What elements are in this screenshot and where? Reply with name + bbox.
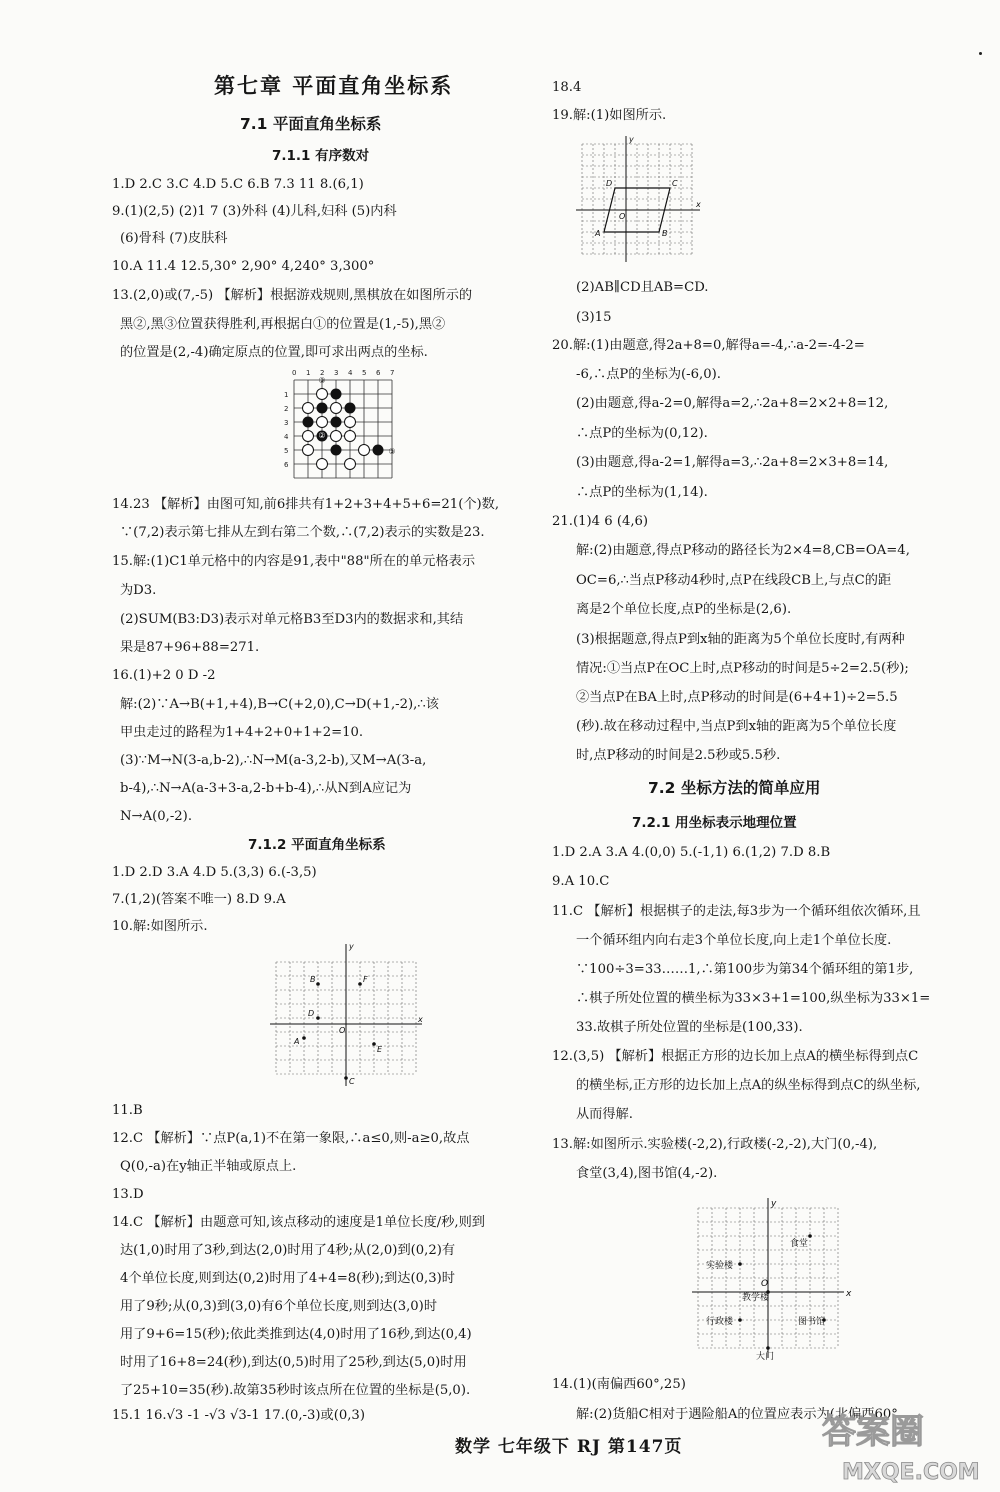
board-left-label: 5 xyxy=(284,447,289,455)
answer-line: 12.(3,5) 【解析】根据正方形的边长加上点A的横坐标得到点C xyxy=(552,1049,919,1064)
answer-line: (3)根据题意,得点P到x轴的距离为5个单位长度时,有两种 xyxy=(576,632,905,647)
answer-line: 从而得解. xyxy=(576,1107,633,1122)
watermark-text: 答案圈 xyxy=(822,1412,924,1452)
answer-line: 7.(1,2)(答案不唯一) 8.D 9.A xyxy=(112,892,286,907)
answer-line: (2)由题意,得a-2=0,解得a=2,∴2a+8=2×2+8=12, xyxy=(576,396,889,411)
answer-line: 用了9秒;从(0,3)到(3,0)有6个单位长度,则到达(3,0)时 xyxy=(120,1299,438,1314)
subsection-title: 7.1.2 平面直角坐标系 xyxy=(248,837,386,853)
answer-line: 18.4 xyxy=(552,80,582,95)
answer-line: 了25+10=35(秒).故第35秒时该点所在位置的坐标是(5,0). xyxy=(120,1383,471,1398)
answer-line: ∴点P的坐标为(0,12). xyxy=(576,426,708,441)
board-top-label: 4 xyxy=(348,369,353,377)
page-footer: 数学 七年级下 RJ 第147页 xyxy=(455,1437,683,1457)
board-left-label: 4 xyxy=(284,433,289,441)
section-title: 7.1 平面直角坐标系 xyxy=(240,115,382,133)
answer-line: Q(0,-a)在y轴正半轴或原点上. xyxy=(120,1159,297,1174)
board-top-label: 5 xyxy=(362,369,367,377)
answer-line: N→A(0,-2). xyxy=(120,809,193,824)
campus-map-figure xyxy=(690,1196,856,1362)
answer-line: 的位置是(2,-4)确定原点的位置,即可求出两点的坐标. xyxy=(120,345,428,360)
answer-line: -6,∴点P的坐标为(-6,0). xyxy=(576,367,721,382)
watermark-url: MXQE.COM xyxy=(842,1460,980,1485)
answer-line: 为D3. xyxy=(120,583,157,598)
board-top-label: 7 xyxy=(390,369,395,377)
board-top-label: 2 xyxy=(320,369,325,377)
answer-line: ∴棋子所处位置的横坐标为33×3+1=100,纵坐标为33×1= xyxy=(576,991,931,1006)
grid-label: B xyxy=(310,975,316,984)
grid-label: A xyxy=(595,229,601,238)
page-edge-dot xyxy=(979,52,982,55)
answer-line: 情况:①当点P在OC上时,点P移动的时间是5÷2=2.5(秒); xyxy=(576,661,909,676)
answer-line: ∴点P的坐标为(1,14). xyxy=(576,485,708,500)
answer-line: 解:(2)货船C相对于遇险船A的位置应表示为(北偏西60°, xyxy=(576,1407,903,1422)
answer-line: 19.解:(1)如图所示. xyxy=(552,108,667,123)
grid-label: D xyxy=(606,179,613,188)
board-top-label: 0 xyxy=(292,369,297,377)
answer-line: 15.1 16.√3 -1 -√3 √3-1 17.(0,-3)或(0,3) xyxy=(112,1408,365,1423)
map-label: y xyxy=(771,1199,777,1209)
grid-label: E xyxy=(377,1045,383,1054)
answer-line: 1.D 2.C 3.C 4.D 5.C 6.B 7.3 11 8.(6,1) xyxy=(112,177,364,192)
answer-line: 时用了16+8=24(秒),到达(0,5)时用了25秒,到达(5,0)时用 xyxy=(120,1355,467,1370)
answer-line: 21.(1)4 6 (4,6) xyxy=(552,514,649,529)
answer-line: (秒).故在移动过程中,当点P到x轴的距离为5个单位长度 xyxy=(576,719,897,734)
answer-line: 13.D xyxy=(112,1187,144,1202)
answer-line: 10.A 11.4 12.5,30° 2,90° 4,240° 3,300° xyxy=(112,259,375,274)
answer-line: 9.(1)(2,5) (2)1 7 (3)外科 (4)儿科,妇科 (5)内科 xyxy=(112,204,397,219)
watermark-logo xyxy=(812,1395,992,1487)
answer-line: 食堂(3,4),图书馆(4,-2). xyxy=(576,1166,718,1181)
grid-label: x xyxy=(696,200,701,209)
map-label: 大门 xyxy=(756,1352,775,1362)
answer-line: (6)骨科 (7)皮肤科 xyxy=(120,231,228,246)
answer-line: OC=6,∴当点P移动4秒时,点P在线段CB上,与点C的距 xyxy=(576,573,892,588)
answer-line: 1.D 2.A 3.A 4.(0,0) 5.(-1,1) 6.(1,2) 7.D 8.B xyxy=(552,845,831,860)
answer-line: 用了9+6=15(秒);依此类推到达(4,0)时用了16秒,到达(0,4) xyxy=(120,1327,472,1342)
board-top-label: 6 xyxy=(376,369,381,377)
answer-line: 一个循环组内向右走3个单位长度,向上走1个单位长度. xyxy=(576,933,892,948)
grid-label: y xyxy=(349,942,354,951)
answer-line: 14.(1)(南偏西60°,25) xyxy=(552,1377,686,1392)
board-mark: ③ xyxy=(388,447,396,456)
grid-label: D xyxy=(308,1009,315,1018)
grid-label: O xyxy=(619,212,626,221)
answer-line: 14.C 【解析】由题意可知,该点移动的速度是1单位长度/秒,则到 xyxy=(112,1215,485,1230)
answer-line: (3)由题意,得a-2=1,解得a=3,∴2a+8=2×3+8=14, xyxy=(576,455,889,470)
grid-label: F xyxy=(363,975,368,984)
map-label: 实验楼 xyxy=(706,1261,734,1271)
map-label: O xyxy=(761,1279,769,1289)
subsection-title: 7.2.1 用坐标表示地理位置 xyxy=(632,815,797,831)
answer-line: 14.23 【解析】由图可知,前6排共有1+2+3+4+5+6=21(个)数, xyxy=(112,497,500,512)
answer-line: (3)15 xyxy=(576,310,612,325)
board-left-label: 6 xyxy=(284,461,289,469)
grid-label: y xyxy=(629,135,634,144)
answer-line: 甲虫走过的路程为1+4+2+0+1+2=10. xyxy=(120,725,364,740)
answer-line: 11.C 【解析】根据棋子的走法,每3步为一个循环组依次循环,且 xyxy=(552,904,921,919)
map-label: 行政楼 xyxy=(706,1317,734,1327)
coordinate-grid-q10 xyxy=(268,940,428,1090)
answer-line: 9.A 10.C xyxy=(552,874,610,889)
answer-line: (3)∵M→N(3-a,b-2),∴N→M(a-3,2-b),又M→A(3-a, xyxy=(120,753,427,768)
grid-label: A xyxy=(294,1037,300,1046)
grid-label: x xyxy=(418,1015,423,1024)
answer-line: 果是87+96+88=271. xyxy=(120,640,260,655)
answer-line: (2)SUM(B3:D3)表示对单元格B3至D3内的数据求和,其结 xyxy=(120,612,464,627)
answer-line: 离是2个单位长度,点P的坐标是(2,6). xyxy=(576,602,792,617)
answer-line: 1.D 2.D 3.A 4.D 5.(3,3) 6.(-3,5) xyxy=(112,865,317,880)
chapter-title: 第七章 平面直角坐标系 xyxy=(214,74,454,98)
map-label: 教学楼 xyxy=(742,1293,770,1303)
grid-label: B xyxy=(662,229,668,238)
board-left-label: 3 xyxy=(284,419,289,427)
go-board-figure xyxy=(282,366,402,488)
board-top-label: 1 xyxy=(306,369,311,377)
section-title: 7.2 坐标方法的简单应用 xyxy=(648,779,821,797)
answer-line: ∵100÷3=33……1,∴第100步为第34个循环组的第1步, xyxy=(576,962,914,977)
answer-line: (2)AB∥CD且AB=CD. xyxy=(576,280,709,295)
answer-line: 解:(2)∵A→B(+1,+4),B→C(+2,0),C→D(+1,-2),∴该 xyxy=(120,697,439,712)
map-label: 食堂 xyxy=(790,1239,809,1249)
board-mark: ② xyxy=(318,431,326,440)
answer-line: 13.(2,0)或(7,-5) 【解析】根据游戏规则,黑棋放在如图所示的 xyxy=(112,288,473,303)
answer-line: ②当点P在BA上时,点P移动的时间是(6+4+1)÷2=5.5 xyxy=(576,690,898,705)
answer-line: 达(1,0)时用了3秒,到达(2,0)时用了4秒;从(2,0)到(0,2)有 xyxy=(120,1243,456,1258)
coordinate-grid-q19 xyxy=(576,134,706,264)
answer-line: b-4),∴N→A(a-3+3-a,2-b+b-4),∴从N到A应记为 xyxy=(120,781,412,796)
grid-label: O xyxy=(339,1026,346,1035)
answer-line: 10.解:如图所示. xyxy=(112,919,208,934)
subsection-title: 7.1.1 有序数对 xyxy=(272,148,370,164)
board-top-label: 3 xyxy=(334,369,339,377)
board-left-label: 2 xyxy=(284,405,289,413)
map-label: 图书馆 xyxy=(798,1317,826,1327)
answer-line: 时,点P移动的时间是2.5秒或5.5秒. xyxy=(576,748,781,763)
grid-label: C xyxy=(672,179,678,188)
answer-line: ∵(7,2)表示第七排从左到右第二个数,∴(7,2)表示的实数是23. xyxy=(120,525,485,540)
answer-line: 解:(2)由题意,得点P移动的路径长为2×4=8,CB=OA=4, xyxy=(576,543,910,558)
answer-line: 13.解:如图所示.实验楼(-2,2),行政楼(-2,-2),大门(0,-4), xyxy=(552,1137,878,1152)
answer-line: 黑②,黑③位置获得胜利,再根据白①的位置是(1,-5),黑② xyxy=(120,317,446,332)
board-mark: ③ xyxy=(318,376,326,385)
answer-line: 11.B xyxy=(112,1103,143,1118)
answer-line: 4个单位长度,则到达(0,2)时用了4+4=8(秒);到达(0,3)时 xyxy=(120,1271,455,1286)
answer-line: 15.解:(1)C1单元格中的内容是91,表中"88"所在的单元格表示 xyxy=(112,554,476,569)
answer-line: 12.C 【解析】∵点P(a,1)不在第一象限,∴a≤0,则-a≥0,故点 xyxy=(112,1131,470,1146)
answer-line: 33.故棋子所处位置的坐标是(100,33). xyxy=(576,1020,803,1035)
map-label: x xyxy=(846,1289,852,1299)
grid-label: C xyxy=(349,1077,355,1086)
answer-line: 的横坐标,正方形的边长加上点A的纵坐标得到点C的纵坐标, xyxy=(576,1078,921,1093)
board-left-label: 1 xyxy=(284,391,289,399)
answer-line: 16.(1)+2 0 D -2 xyxy=(112,668,216,683)
answer-line: 20.解:(1)由题意,得2a+8=0,解得a=-4,∴a-2=-4-2= xyxy=(552,338,865,353)
